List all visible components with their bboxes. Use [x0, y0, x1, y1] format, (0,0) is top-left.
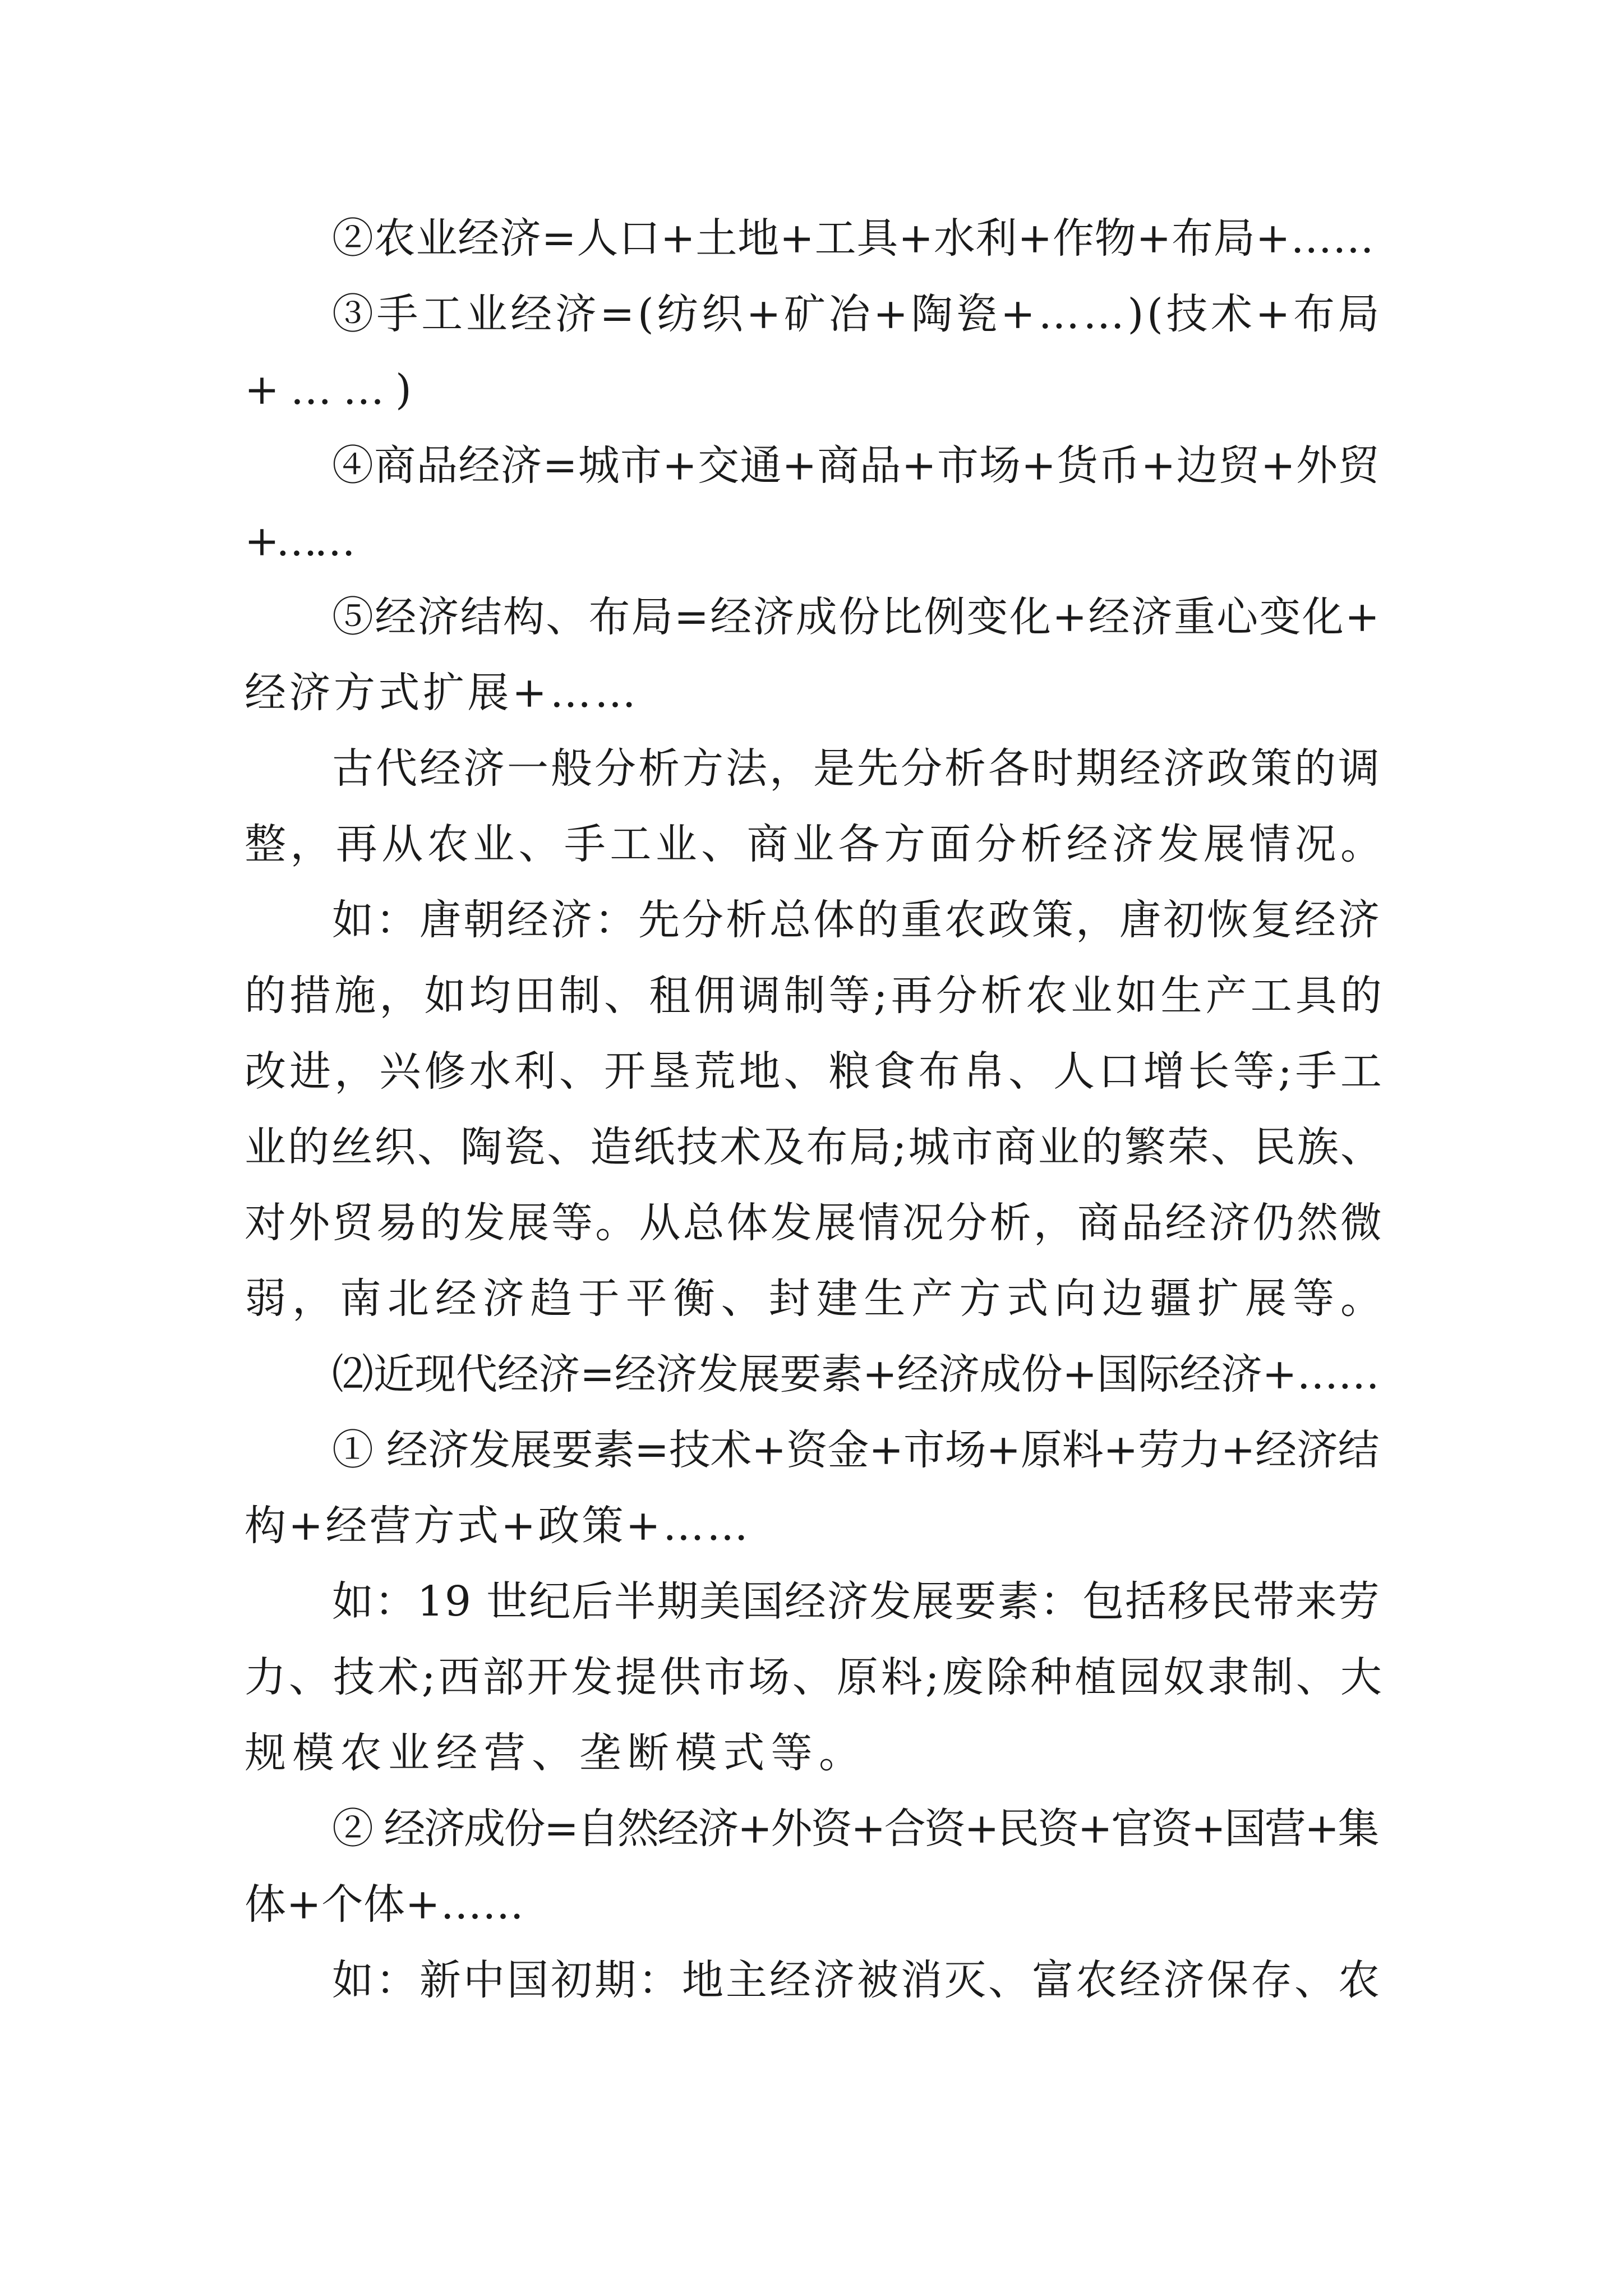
text-line: 如：唐朝经济：先分析总体的重农政策，唐初恢复经济	[332, 896, 1382, 944]
text-line: 构+经营方式+政策+……	[245, 1502, 751, 1550]
text-line: 体+个体+……	[245, 1880, 524, 1929]
text-line: ④商品经济=城市+交通+商品+市场+货币+边贸+外贸	[332, 441, 1381, 490]
text-line: 对外贸易的发展等。从总体发展情况分析，商品经济仍然微	[245, 1199, 1385, 1247]
text-line: 如：新中国初期：地主经济被消灭、富农经济保存、农	[332, 1956, 1382, 2004]
text-line: 业的丝织、陶瓷、造纸技术及布局;城市商业的繁荣、民族、	[245, 1123, 1384, 1171]
text-line: 的措施，如均田制、租佣调制等;再分析农业如生产工具的	[245, 972, 1386, 1020]
text-line: 如：19 世纪后半期美国经济发展要素：包括移民带来劳	[332, 1577, 1381, 1626]
text-line: ① 经济发展要素=技术+资金+市场+原料+劳力+经济结	[332, 1426, 1380, 1474]
text-line: ⑵近现代经济=经济发展要素+经济成份+国际经济+……	[332, 1350, 1380, 1398]
text-line: 经济方式扩展+……	[245, 669, 639, 717]
text-line: 规模农业经营、垄断模式等。	[245, 1729, 867, 1777]
text-line: 弱，南北经济趋于平衡、封建生产方式向边疆扩展等。	[245, 1274, 1388, 1323]
text-line: 整，再从农业、手工业、商业各方面分析经济发展情况。	[245, 820, 1386, 868]
text-line: ②农业经济=人口+土地+工具+水利+作物+布局+……	[332, 214, 1375, 263]
text-line: ⑤经济结构、布局=经济成份比例变化+经济重心变化+	[332, 593, 1381, 641]
text-line: +……)	[245, 366, 423, 414]
text-line: ② 经济成份=自然经济+外资+合资+民资+官资+国营+集	[332, 1805, 1378, 1853]
text-line: 改进，兴修水利、开垦荒地、粮食布帛、人口增长等;手工	[245, 1047, 1386, 1096]
text-line: 古代经济一般分析方法，是先分析各时期经济政策的调	[332, 744, 1382, 793]
text-line: +……	[245, 517, 353, 565]
text-line: 力、技术;西部开发提供市场、原料;废除种植园奴隶制、大	[245, 1653, 1385, 1701]
text-line: ③手工业经济=(纺织+矿冶+陶瓷+……)(技术+布局	[332, 290, 1383, 338]
